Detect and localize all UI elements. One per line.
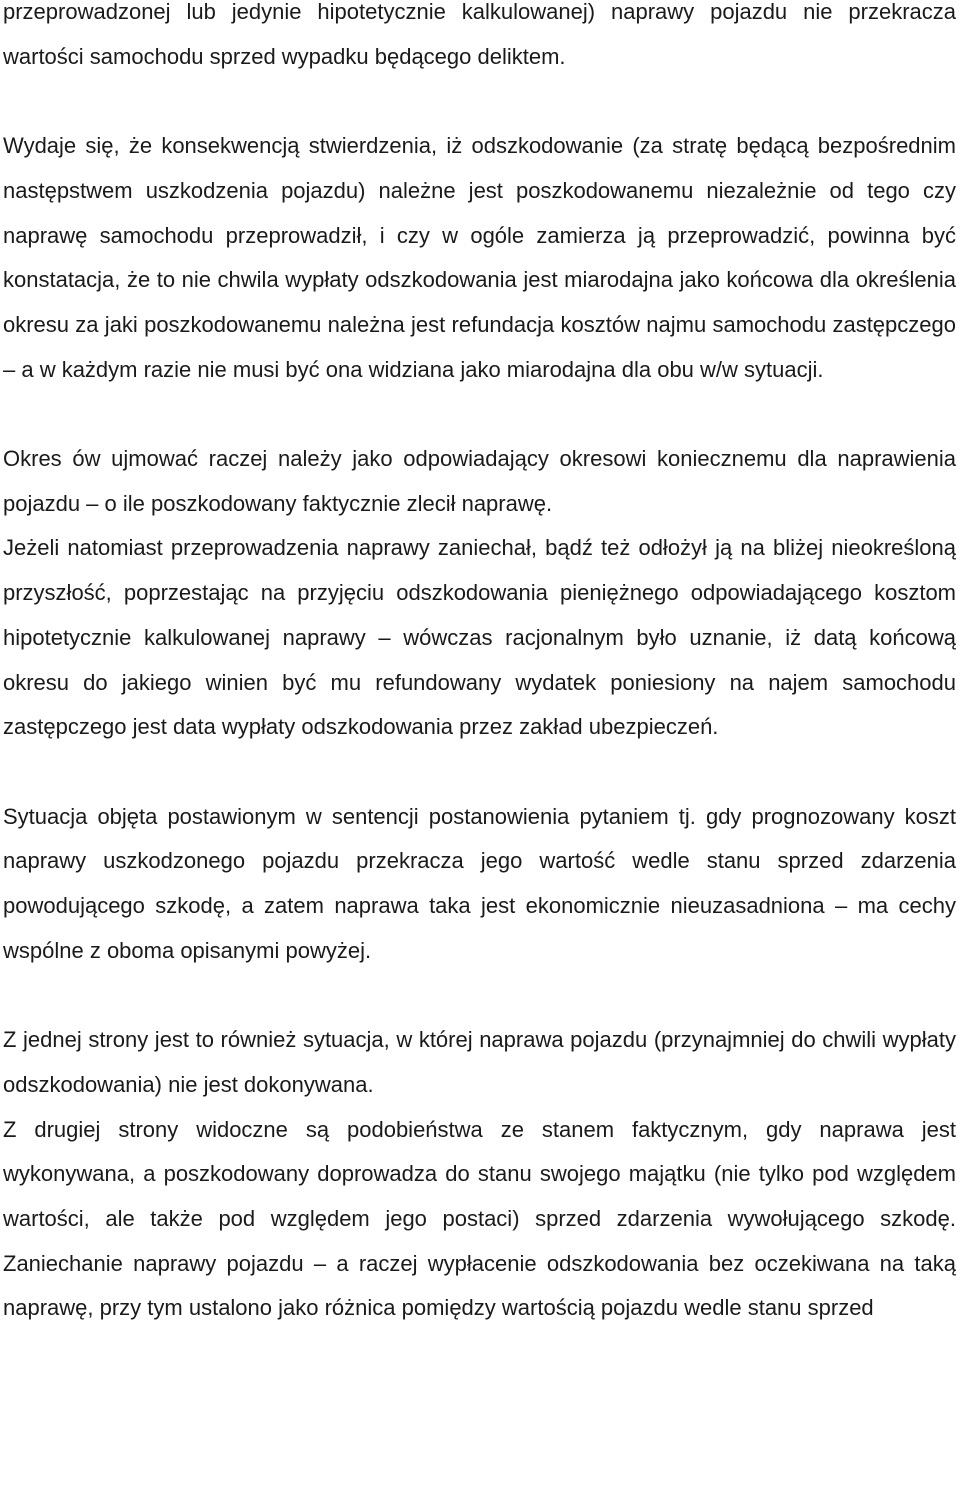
paragraph-6: Z jednej strony jest to również sytuacja, w której naprawa pojazdu (przynajmniej do chwili wypłaty odszkodowania) nie jest dokonywana. [3,1027,956,1097]
paragraph-7: Z drugiej strony widoczne są podobieństwa ze stanem faktycznym, gdy naprawa jest wykonywana, a poszkodowany doprowadza do stanu swojego majątku (nie tylko pod względem wartości, ale także pod względem jego postaci) sprzed zdarzenia wywołującego szkodę. Zaniechanie naprawy pojazdu – a raczej wypłacenie odszkodowania bez oczekiwana na taką naprawę, przy tym ustalono jako różnica pomiędzy wartością pojazdu wedle stanu sprzed [3,1116,956,1321]
paragraph-5: Sytuacja objęta postawionym w sentencji postanowienia pytaniem tj. gdy prognozowany koszt naprawy uszkodzonego pojazdu przekracza jego wartość wedle stanu sprzed zdarzenia powodującego szkodę, a zatem naprawa taka jest ekonomicznie nieuzasadniona – ma cechy wspólne z oboma opisanymi powyżej. [3,803,956,963]
paragraph-gap [3,750,956,795]
paragraph-1: przeprowadzonej lub jedynie hipotetycznie kalkulowanej) naprawy pojazdu nie przekracza wartości samochodu sprzed wypadku będącego deliktem. [3,0,956,69]
paragraph-gap [3,79,956,124]
document-page [3,0,956,1331]
paragraph-3: Okres ów ujmować raczej należy jako odpowiadający okresowi koniecznemu dla naprawienia pojazdu – o ile poszkodowany faktycznie zlecił naprawę. [3,446,956,516]
paragraph-2: Wydaje się, że konsekwencją stwierdzenia, iż odszkodowanie (za stratę będącą bezpośrednim następstwem uszkodzenia pojazdu) należne jest poszkodowanemu niezależnie od tego czy naprawę samochodu przeprowadził, i czy w ogóle zamierza ją przeprowadzić, powinna być konstatacja, że to nie chwila wypłaty odszkodowania jest miarodajna jako końcowa dla określenia okresu za jaki poszkodowanemu należna jest refundacja kosztów najmu samochodu zastępczego – a w każdym razie nie musi być ona widziana jako miarodajna dla obu w/w sytuacji. [3,133,956,382]
paragraph-gap [3,392,956,437]
paragraph-gap [3,973,956,1018]
paragraph-4: Jeżeli natomiast przeprowadzenia naprawy zaniechał, bądź też odłożył ją na bliżej nieokreśloną przyszłość, poprzestając na przyjęciu odszkodowania pieniężnego odpowiadającego kosztom hipotetycznie kalkulowanej naprawy – wówczas racjonalnym było uznanie, iż datą końcową okresu do jakiego winien być mu refundowany wydatek poniesiony na najem samochodu zastępczego jest data wypłaty odszkodowania przez zakład ubezpieczeń. [3,535,956,740]
